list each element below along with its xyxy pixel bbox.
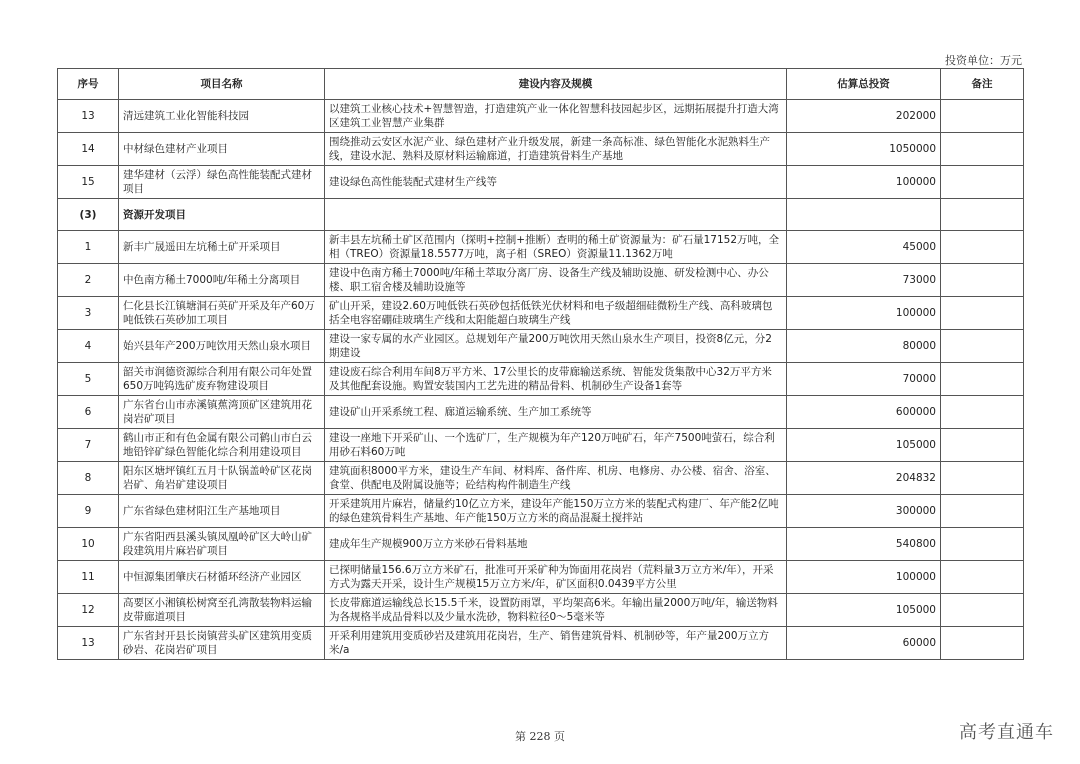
table-row bbox=[58, 264, 1024, 297]
row-seq: 10 bbox=[58, 528, 119, 561]
row-project-name: 鹤山市正和有色金属有限公司鹤山市白云地铅锌矿绿色智能化综合利用建设项目 bbox=[119, 429, 325, 462]
row-seq: 4 bbox=[58, 330, 119, 363]
row-investment: 100000 bbox=[787, 297, 941, 330]
row-investment: 600000 bbox=[787, 396, 941, 429]
row-investment: 100000 bbox=[787, 166, 941, 199]
header-seq: 序号 bbox=[58, 69, 119, 100]
row-content: 长皮带廊道运输线总长15.5千米，设置防雨罩，平均架高6米。年输出量2000万吨/年，输送物料为各规格半成品骨料以及少量水洗砂，物料粒径0～5毫米等 bbox=[325, 594, 787, 627]
row-project-name: 新丰广晟遥田左坑稀土矿开采项目 bbox=[119, 231, 325, 264]
table-row bbox=[58, 231, 1024, 264]
row-note bbox=[941, 100, 1024, 133]
row-investment: 80000 bbox=[787, 330, 941, 363]
row-note bbox=[941, 627, 1024, 660]
row-note bbox=[941, 429, 1024, 462]
row-seq: 11 bbox=[58, 561, 119, 594]
section-row bbox=[58, 199, 1024, 231]
table-row bbox=[58, 627, 1024, 660]
row-investment: 202000 bbox=[787, 100, 941, 133]
row-investment: 300000 bbox=[787, 495, 941, 528]
row-seq: 7 bbox=[58, 429, 119, 462]
row-investment: 204832 bbox=[787, 462, 941, 495]
row-note bbox=[941, 133, 1024, 166]
row-project-name: 中恒源集团肇庆石材循环经济产业园区 bbox=[119, 561, 325, 594]
row-investment: 70000 bbox=[787, 363, 941, 396]
table-row bbox=[58, 166, 1024, 199]
row-content: 建筑面积8000平方米，建设生产车间、材料库、备件库、机房、电修房、办公楼、宿舍、浴室、食堂、供配电及附属设施等；砼结构构件制造生产线 bbox=[325, 462, 787, 495]
table-row bbox=[58, 396, 1024, 429]
row-seq: 6 bbox=[58, 396, 119, 429]
project-table bbox=[57, 68, 1024, 660]
header-project-name: 项目名称 bbox=[119, 69, 325, 100]
row-project-name: 建华建材（云浮）绿色高性能装配式建材项目 bbox=[119, 166, 325, 199]
row-investment: 540800 bbox=[787, 528, 941, 561]
row-project-name: 仁化县长江镇塘洞石英矿开采及年产60万吨低铁石英砂加工项目 bbox=[119, 297, 325, 330]
row-content: 建设中色南方稀土7000吨/年稀土萃取分离厂房、设备生产线及辅助设施、研发检测中心、办公楼、职工宿舍楼及辅助设施等 bbox=[325, 264, 787, 297]
row-note bbox=[941, 594, 1024, 627]
table-row bbox=[58, 429, 1024, 462]
row-content: 开采建筑用片麻岩，储量约10亿立方米，建设年产能150万立方米的装配式构建厂、年产能2亿吨的绿色建筑骨料生产基地、年产能150万立方米的商品混凝土搅拌站 bbox=[325, 495, 787, 528]
row-content: 建设废石综合利用车间8万平方米、17公里长的皮带廊输送系统、智能发货集散中心32万平方米及其他配套设施。购置安装国内工艺先进的精品骨料、机制砂生产设备1套等 bbox=[325, 363, 787, 396]
table-row bbox=[58, 133, 1024, 166]
row-note bbox=[941, 297, 1024, 330]
row-note bbox=[941, 495, 1024, 528]
row-seq: 15 bbox=[58, 166, 119, 199]
header-note: 备注 bbox=[941, 69, 1024, 100]
row-investment: 105000 bbox=[787, 594, 941, 627]
row-project-name: 广东省台山市赤溪镇蕉湾顶矿区建筑用花岗岩矿项目 bbox=[119, 396, 325, 429]
row-investment: 100000 bbox=[787, 561, 941, 594]
row-note bbox=[941, 396, 1024, 429]
row-seq: 8 bbox=[58, 462, 119, 495]
table-row bbox=[58, 330, 1024, 363]
row-project-name: 广东省封开县长岗镇营头矿区建筑用变质砂岩、花岗岩矿项目 bbox=[119, 627, 325, 660]
investment-unit-label: 投资单位：万元 bbox=[945, 54, 1022, 67]
table-header-row bbox=[58, 69, 1024, 100]
row-seq: 14 bbox=[58, 133, 119, 166]
row-seq: 5 bbox=[58, 363, 119, 396]
row-investment: 73000 bbox=[787, 264, 941, 297]
row-content: 开采利用建筑用变质砂岩及建筑用花岗岩，生产、销售建筑骨料、机制砂等，年产量200万立方米/a bbox=[325, 627, 787, 660]
row-content: 建成年生产规模900万立方米砂石骨料基地 bbox=[325, 528, 787, 561]
row-seq: 13 bbox=[58, 100, 119, 133]
row-note bbox=[941, 166, 1024, 199]
row-project-name: 中材绿色建材产业项目 bbox=[119, 133, 325, 166]
section-empty-cell bbox=[325, 199, 787, 231]
row-project-name: 高要区小湘镇松树窝至孔湾散装物料运输皮带廊道项目 bbox=[119, 594, 325, 627]
table-row bbox=[58, 528, 1024, 561]
row-seq: 12 bbox=[58, 594, 119, 627]
row-note bbox=[941, 330, 1024, 363]
row-project-name: 韶关市润德资源综合利用有限公司年处置650万吨钨选矿废弃物建设项目 bbox=[119, 363, 325, 396]
row-note bbox=[941, 363, 1024, 396]
page-number: 第 228 页 bbox=[515, 730, 565, 743]
header-content: 建设内容及规模 bbox=[325, 69, 787, 100]
row-note bbox=[941, 528, 1024, 561]
section-seq: (3) bbox=[58, 199, 119, 231]
row-note bbox=[941, 462, 1024, 495]
row-content: 已探明储量156.6万立方米矿石，批准可开采矿种为饰面用花岗岩（荒料量3万立方米/年），开采方式为露天开采，设计生产规模15万立方米/年，矿区面积0.0439平方公里 bbox=[325, 561, 787, 594]
row-content: 建设一座地下开采矿山、一个选矿厂，生产规模为年产120万吨矿石，年产7500吨萤石，综合利用砂石料60万吨 bbox=[325, 429, 787, 462]
row-investment: 1050000 bbox=[787, 133, 941, 166]
table-row bbox=[58, 462, 1024, 495]
watermark: 高考直通车 bbox=[959, 722, 1054, 743]
row-content: 以建筑工业核心技术+智慧智造，打造建筑产业一体化智慧科技园起步区，远期拓展提升打造大湾区建筑工业智慧产业集群 bbox=[325, 100, 787, 133]
row-investment: 45000 bbox=[787, 231, 941, 264]
row-content: 建设一家专属的水产业园区。总规划年产量200万吨饮用天然山泉水生产项目，投资8亿元，分2期建设 bbox=[325, 330, 787, 363]
row-content: 建设绿色高性能装配式建材生产线等 bbox=[325, 166, 787, 199]
table-row bbox=[58, 363, 1024, 396]
row-investment: 60000 bbox=[787, 627, 941, 660]
section-empty-cell bbox=[941, 199, 1024, 231]
row-project-name: 中色南方稀土7000吨/年稀土分离项目 bbox=[119, 264, 325, 297]
row-project-name: 清远建筑工业化智能科技园 bbox=[119, 100, 325, 133]
row-content: 建设矿山开采系统工程、廊道运输系统、生产加工系统等 bbox=[325, 396, 787, 429]
table-row bbox=[58, 594, 1024, 627]
row-project-name: 阳东区塘坪镇红五月十队锅盖岭矿区花岗岩矿、角岩矿建设项目 bbox=[119, 462, 325, 495]
row-note bbox=[941, 231, 1024, 264]
table-row bbox=[58, 100, 1024, 133]
row-content: 围绕推动云安区水泥产业、绿色建材产业升级发展，新建一条高标准、绿色智能化水泥熟料生产线，建设水泥、熟料及原材料运输廊道，打造建筑骨料生产基地 bbox=[325, 133, 787, 166]
row-project-name: 广东省阳西县溪头镇凤凰岭矿区大岭山矿段建筑用片麻岩矿项目 bbox=[119, 528, 325, 561]
row-seq: 1 bbox=[58, 231, 119, 264]
table-row bbox=[58, 561, 1024, 594]
row-content: 矿山开采，建设2.60万吨低铁石英砂包括低铁光伏材料和电子级超细硅微粉生产线、高科玻璃包括全电容窑硼硅玻璃生产线和太阳能超白玻璃生产线 bbox=[325, 297, 787, 330]
header-investment: 估算总投资 bbox=[787, 69, 941, 100]
row-seq: 2 bbox=[58, 264, 119, 297]
row-note bbox=[941, 561, 1024, 594]
row-investment: 105000 bbox=[787, 429, 941, 462]
row-seq: 3 bbox=[58, 297, 119, 330]
section-empty-cell bbox=[787, 199, 941, 231]
row-seq: 13 bbox=[58, 627, 119, 660]
table-row bbox=[58, 495, 1024, 528]
row-project-name: 始兴县年产200万吨饮用天然山泉水项目 bbox=[119, 330, 325, 363]
row-content: 新丰县左坑稀土矿区范围内（探明+控制+推断）查明的稀土矿资源量为：矿石量17152万吨，全相（TREO）资源量18.5577万吨，离子相（SREO）资源量11.1362万吨 bbox=[325, 231, 787, 264]
section-title: 资源开发项目 bbox=[119, 199, 325, 231]
row-project-name: 广东省绿色建材阳江生产基地项目 bbox=[119, 495, 325, 528]
row-seq: 9 bbox=[58, 495, 119, 528]
table-row bbox=[58, 297, 1024, 330]
row-note bbox=[941, 264, 1024, 297]
